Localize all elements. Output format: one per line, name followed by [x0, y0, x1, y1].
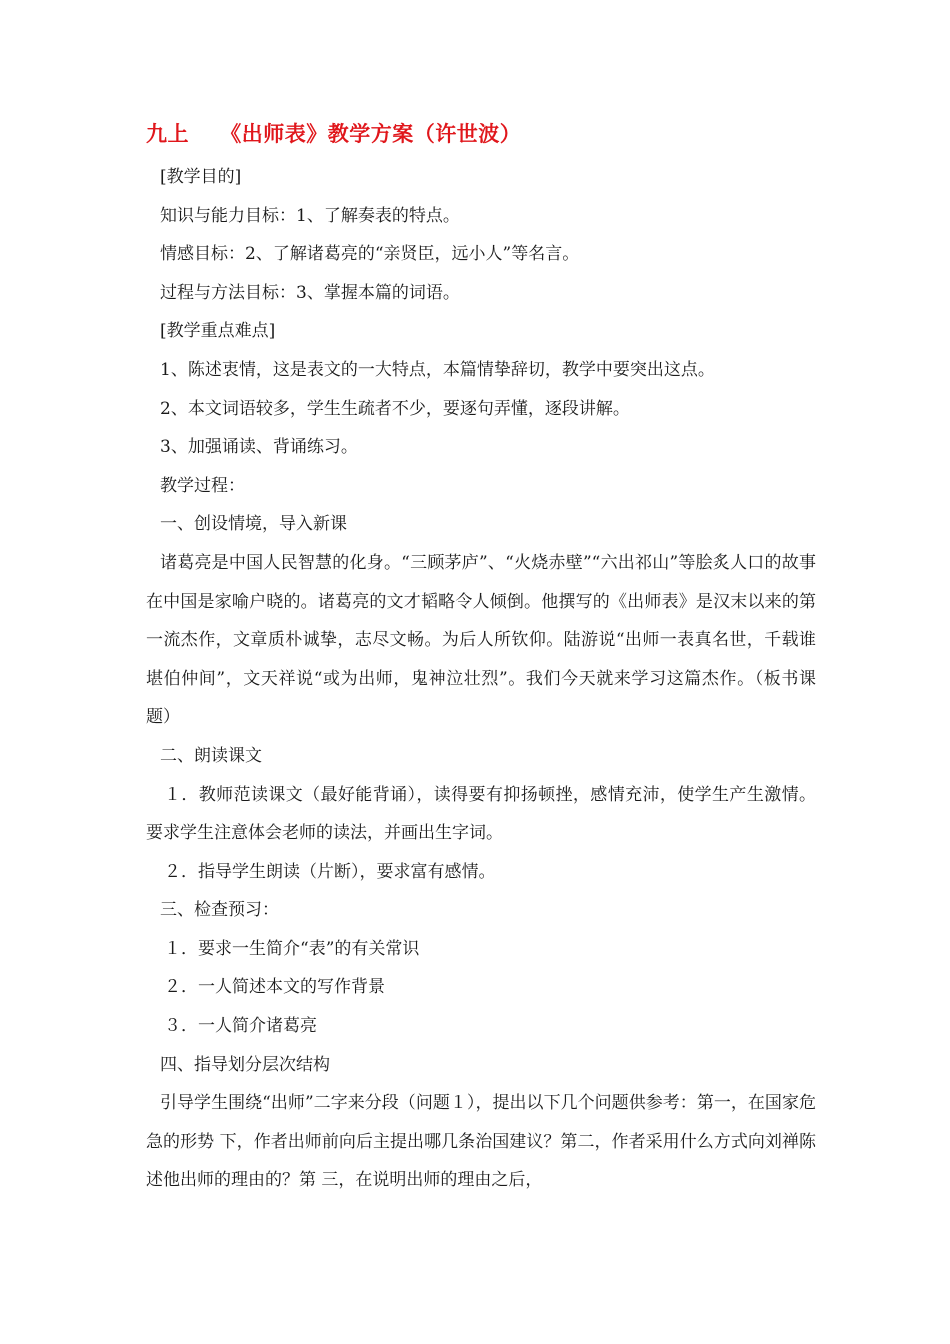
objective-process: 过程与方法目标：3、掌握本篇的词语。 [160, 282, 460, 303]
key-point-2: 2、本文词语较多，学生生疏者不少，要逐句弄懂，逐段讲解。 [160, 398, 630, 419]
section-3-item-1: １．要求一生简介“表”的有关常识 [164, 938, 420, 959]
section-4-heading: 四、指导划分层次结构 [160, 1054, 330, 1075]
key-point-3: 3、加强诵读、背诵练习。 [160, 437, 358, 458]
document-body [146, 158, 816, 1200]
section-2-item-1: １．教师范读课文（最好能背诵），读得要有抑扬顿挫，感情充沛，使学生产生激情。要求学生注意体会老师的读法，并画出生字词。 [146, 784, 816, 844]
heading-objectives: [教学目的] [160, 167, 242, 187]
objective-knowledge: 知识与能力目标：1、了解奏表的特点。 [160, 205, 460, 226]
key-point-1: 1、陈述衷情，这是表文的一大特点，本篇情挚辞切，教学中要突出这点。 [160, 359, 715, 380]
section-2-heading: 二、朗读课文 [160, 745, 262, 766]
objective-emotion: 情感目标：2、了解诸葛亮的“亲贤臣，远小人”等名言。 [160, 244, 580, 265]
heading-key-points: [教学重点难点] [160, 321, 276, 342]
heading-teaching-process: 教学过程： [160, 475, 245, 496]
section-3-item-2: ２．一人简述本文的写作背景 [164, 977, 385, 998]
document-title: 九上 《出师表》教学方案（许世波） [146, 122, 522, 146]
section-2-item-2: ２．指导学生朗读（片断），要求富有感情。 [164, 861, 496, 882]
section-1-heading: 一、创设情境，导入新课 [160, 514, 347, 535]
section-4-paragraph: 引导学生围绕“出师”二字来分段（问题１），提出以下几个问题供参考：第一，在国家危急的形势 下，作者出师前向后主提出哪几条治国建议？第二，作者采用什么方式向刘禅陈述他出师的理由的？第 三，在说明出师的理由之后， [146, 1093, 816, 1191]
section-3-heading: 三、检查预习： [160, 900, 279, 921]
section-3-item-3: ３．一人简介诸葛亮 [164, 1016, 317, 1037]
intro-paragraph: 诸葛亮是中国人民智慧的化身。“三顾茅庐”、“火烧赤壁”“六出祁山”等脍炙人口的故事在中国是家喻户晓的。诸葛亮的文才韬略令人倾倒。他撰写的《出师表》是汉末以来的第一流杰作，文章质朴诚挚，志尽文畅。为后人所钦仰。陆游说“出师一表真名世，千载谁堪伯仲间”，文天祥说“或为出师，鬼神泣壮烈”。我们今天就来学习这篇杰作。（板书课题） [146, 552, 816, 728]
